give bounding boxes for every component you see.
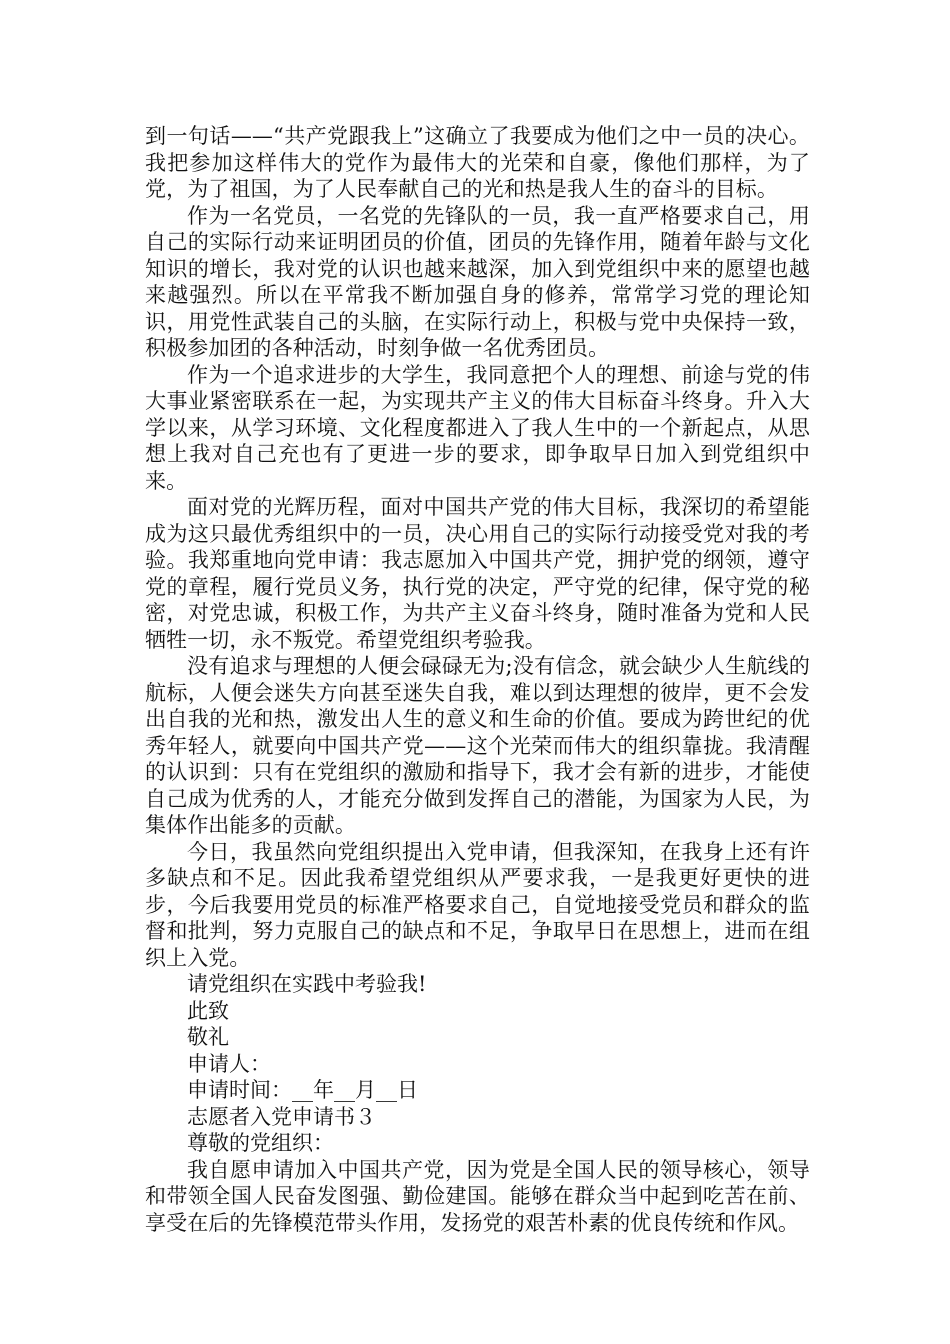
application-date: 申请时间：__年__月__日 xyxy=(187,1078,418,1102)
closing-cizhi: 此致 xyxy=(187,998,229,1023)
paragraph-party-member-vanguard: 作为一名党员，一名党的先锋队的一员，我一直严格要求自己，用自己的实际行动来证明团员的价值，团员的先锋作用，随着年龄与文化知识的增长，我对党的认识也越来越深，加入到党组织中来的愿望也越来越强烈。所以在平常我不断加强自身的修养，常常学习党的理论知识，用党性武装自己的头脑，在实际行动上，积极与党中央保持一致，积极参加团的各种活动，时刻争做一名优秀团员。 xyxy=(145,203,810,360)
salutation: 尊敬的党组织： xyxy=(187,1131,334,1155)
paragraph-shortcomings: 今日，我虽然向党组织提出入党申请，但我深知，在我身上还有许多缺点和不足。因此我希望党组织从严要求我，一是我更好更快的进步，今后我要用党员的标准严格要求自己，自觉地接受党员和群众的监督和批判，努力克服自己的缺点和不足，争取早日在思想上，进而在组织上入党。 xyxy=(145,839,810,970)
applicant-label: 申请人： xyxy=(187,1051,271,1076)
paragraph-final: 我自愿申请加入中国共产党，因为党是全国人民的领导核心，领导和带领全国人民奋发图强、勤俭建国。能够在群众当中起到吃苦在前、享受在后的先锋模范带头作用，发扬党的艰苦朴素的优良传统和作风。 xyxy=(145,1157,810,1235)
section-heading: 志愿者入党申请书３ xyxy=(187,1104,376,1129)
document-page xyxy=(145,123,810,1236)
paragraph-ideals: 没有追求与理想的人便会碌碌无为;没有信念，就会缺少人生航线的航标，人便会迷失方向甚至迷失自我，难以到达理想的彼岸，更不会发出自我的光和热，激发出人生的意义和生命的价值。要成为跨世纪的优秀年轻人，就要向中国共产党——这个光荣而伟大的组织靠拢。我清醒的认识到：只有在党组织的激励和指导下，我才会有新的进步，才能使自己成为优秀的人，才能充分做到发挥自己的潜能，为国家为人民，为集体作出能多的贡献。 xyxy=(145,654,810,837)
paragraph-party-history: 面对党的光辉历程，面对中国共产党的伟大目标，我深切的希望能成为这只最优秀组织中的一员，决心用自己的实际行动接受党对我的考验。我郑重地向党申请：我志愿加入中国共产党，拥护党的纲领，遵守党的章程，履行党员义务，执行党的决定，严守党的纪律，保守党的秘密，对党忠诚，积极工作，为共产主义奋斗终身，随时准备为党和人民牺牲一切，永不叛党。希望党组织考验我。 xyxy=(145,495,810,652)
paragraph-continuation: 到一句话——“共产党跟我上”这确立了我要成为他们之中一员的决心。我把参加这样伟大的党作为最伟大的光荣和自豪，像他们那样，为了党，为了祖国，为了人民奉献自己的光和热是我人生的奋斗的目标。 xyxy=(145,124,810,201)
closing-request-line: 请党组织在实践中考验我! xyxy=(187,972,427,996)
paragraph-university-student: 作为一个追求进步的大学生，我同意把个人的理想、前途与党的伟大事业紧密联系在一起，为实现共产主义的伟大目标奋斗终身。升入大学以来，从学习环境、文化程度都进入了我人生中的一个新起点，从思想上我对自己充也有了更进一步的要求，即争取早日加入到党组织中来。 xyxy=(145,362,810,493)
closing-jingli: 敬礼 xyxy=(187,1025,229,1049)
